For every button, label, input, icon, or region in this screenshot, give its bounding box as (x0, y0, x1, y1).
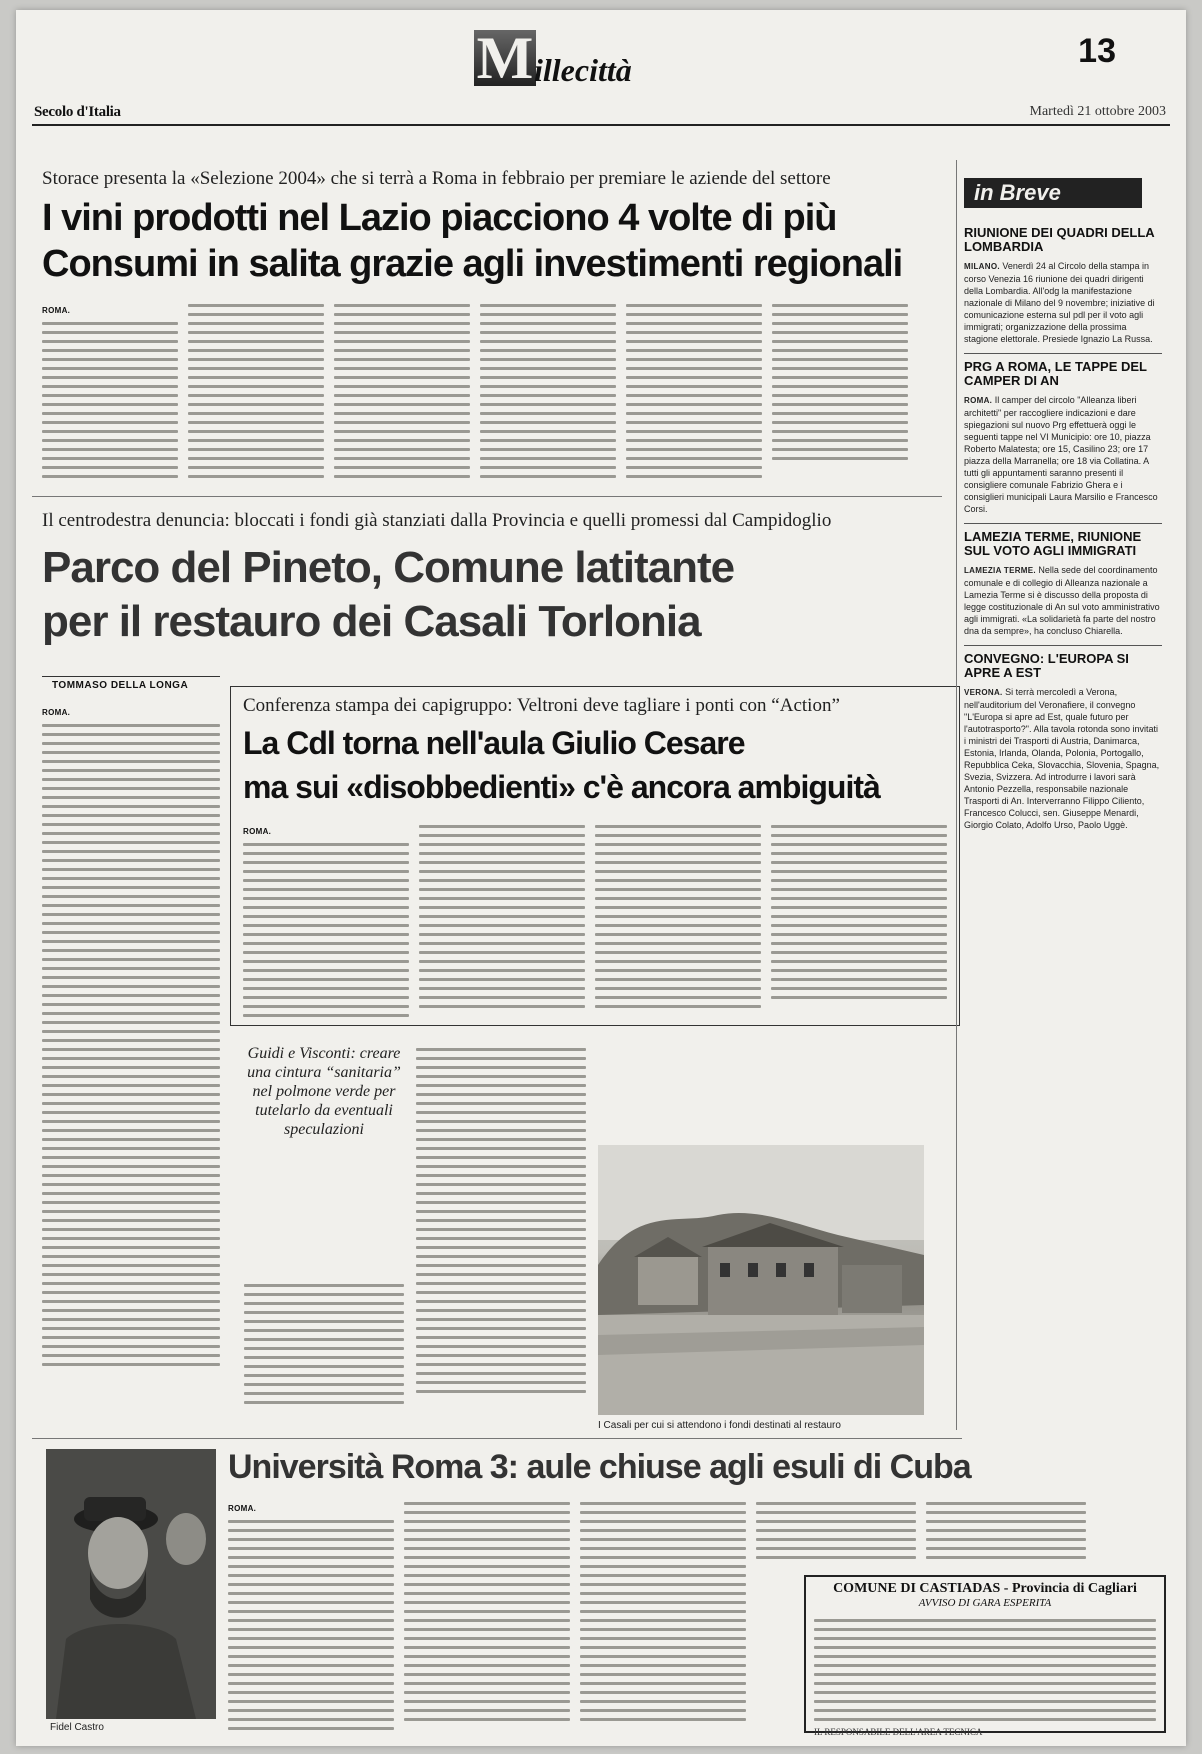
in-brief-badge: in Breve (964, 178, 1142, 208)
brief-item (964, 360, 1162, 515)
section-logo-initial: M (474, 30, 536, 86)
article3-headline-2: ma sui «disobbedienti» c'è ancora ambiguità (243, 769, 880, 805)
brief-item-text: Venerdì 24 al Circolo della stampa in corso Venezia 16 riunione dei quadri dirigenti della Lombardia. All'odg la manifestazione nazionale di Milano del 9 novembre; iniziative di comunicazione esterna sul pdl per il voto agli immigrati; organizzazione della prossima stagione elettorale. Presiede Ignazio La Russa. (964, 261, 1155, 344)
brief-item-title: PRG A ROMA, LE TAPPE DEL CAMPER DI AN (964, 359, 1147, 388)
castro-illustration (46, 1449, 216, 1719)
publication-date: Martedì 21 ottobre 2003 (1029, 104, 1166, 119)
brief-item (964, 530, 1162, 637)
article1-headline-1: I vini prodotti nel Lazio piacciono 4 volte di più (42, 197, 837, 239)
brief-item-title: RIUNIONE DEI QUADRI DELLA LOMBARDIA (964, 225, 1155, 254)
section-logo (474, 25, 724, 91)
article1-dateline: ROMA. (42, 306, 71, 315)
article2-headline-2: per il restauro dei Casali Torlonia (42, 597, 701, 646)
brief-item (964, 652, 1162, 831)
article4-headline: Università Roma 3: aule chiuse agli esuli di Cuba (228, 1448, 971, 1486)
brief-item-title: LAMEZIA TERME, RIUNIONE SUL VOTO AGLI IMMIGRATI (964, 529, 1142, 558)
public-notice-title: COMUNE DI CASTIADAS - Provincia di Cagliari (833, 1581, 1137, 1596)
article3-column-1 (243, 821, 409, 1017)
page-number: 13 (1078, 32, 1116, 70)
article3-column-4 (771, 821, 947, 1007)
masthead-rule (32, 124, 1170, 126)
public-notice-footer: IL RESPONSABILE DELL'AREA TECNICA (814, 1727, 983, 1737)
newspaper-page (16, 10, 1186, 1746)
brief-item-place: ROMA. (964, 396, 993, 405)
news-in-brief-sidebar (964, 178, 1162, 831)
article2-column-3 (416, 1044, 586, 1414)
sidebar-divider (956, 160, 957, 1430)
brief-separator (964, 523, 1162, 524)
article3-kicker: Conferenza stampa dei capigruppo: Veltroni deve tagliare i ponti con “Action” (243, 695, 840, 716)
brief-item-place: LAMEZIA TERME. (964, 566, 1036, 575)
article1-kicker: Storace presenta la «Selezione 2004» che si terrà a Roma in febbraio per premiare le aziende del settore (42, 168, 831, 189)
article2-headline-1: Parco del Pineto, Comune latitante (42, 543, 735, 592)
article4-column-1 (228, 1498, 394, 1730)
article2-dateline: ROMA. (42, 708, 71, 717)
castro-photo (46, 1449, 216, 1719)
byline-rule (42, 676, 220, 677)
article4-column-5 (926, 1498, 1086, 1564)
pull-quote: Guidi e Visconti: creare una cintura “sanitaria” nel polmone verde per tutelarlo da eventuali speculazioni (247, 1045, 401, 1138)
brief-item-body (964, 564, 1162, 637)
article1-column-1 (42, 300, 178, 480)
brief-separator (964, 645, 1162, 646)
casali-caption: I Casali per cui si attendono i fondi destinati al restauro (598, 1420, 841, 1431)
article2-kicker: Il centrodestra denuncia: bloccati i fondi già stanziati dalla Provincia e quelli promessi dal Campidoglio (42, 510, 832, 531)
article3-dateline: ROMA. (243, 827, 272, 836)
article3-column-2 (419, 821, 585, 1017)
article4-dateline: ROMA. (228, 1504, 257, 1513)
casali-photo (598, 1145, 924, 1415)
brief-item-text: Il camper del circolo "Alleanza liberi architetti" per raccogliere indicazioni e dare spiegazioni sul nuovo Prg effettuerà oggi le seguenti tappe nel VI Municipio: ore 10, piazza Roberto Malatesta; ore 15, Casilino 23; ore 17 piazza della Marranella; ore 18 via Collatina. A tutti gli appuntamenti saranno presenti il consigliere comunale Fabrizio Ghera e i consiglieri municipali Laura Marsilio e Francesco Corsi. (964, 395, 1158, 514)
public-notice-body (814, 1615, 1156, 1721)
public-notice-subtitle: AVVISO DI GARA ESPERITA (918, 1597, 1052, 1609)
article1-rule (32, 496, 942, 497)
article1-headline-2: Consumi in salita grazie agli investimenti regionali (42, 243, 903, 285)
article2-column-2 (244, 1280, 404, 1414)
article4-column-3 (580, 1498, 746, 1730)
article3-headline-1: La Cdl torna nell'aula Giulio Cesare (243, 725, 745, 761)
article1-column-6 (772, 300, 908, 468)
section-logo-name: illecittà (534, 52, 632, 88)
brief-item-text: Nella sede del coordinamento comunale e di collegio di Alleanza nazionale a Lamezia Terme si è discusso della proposta di legge costituzionale di An sul voto amministrativo agli immigrati. «La solidarietà fa parte del nostro dna da sempre», ha concluso Chiarella. (964, 565, 1160, 636)
brief-item-text: Si terrà mercoledì a Verona, nell'auditorium del Veronafiere, il convegno "L'Europa si apre ad Est, quale futuro per l'autotrasporto?". Alla tavola rotonda sono invitati i ministri dei Trasporti di Austria, Danimarca, Estonia, Irlanda, Olanda, Polonia, Portogallo, Repubblica Ceka, Slovacchia, Slovenia, Spagna, Svezia, Svizzera. Ad introdurre i lavori sarà Antonio Pezzella, responsabile nazionale Trasporti di An. Interverranno Filippo Ciliento, Francesco Colucci, sen. Giuseppe Menardi, Giorgio Colato, Adolfo Urso, Paolo Uggè. (964, 687, 1160, 830)
article4-column-4 (756, 1498, 916, 1564)
brief-item-title: CONVEGNO: L'EUROPA SI APRE A EST (964, 651, 1129, 680)
brief-item-place: VERONA. (964, 688, 1003, 697)
brief-item-body (964, 260, 1162, 345)
article3-box (230, 686, 960, 1026)
brief-item-place: MILANO. (964, 262, 1000, 271)
article2-column-1 (42, 702, 220, 1414)
article3-column-3 (595, 821, 761, 1017)
article1-column-5 (626, 300, 762, 480)
casali-illustration (598, 1145, 924, 1415)
brief-item-body (964, 686, 1162, 831)
article2-rule (32, 1438, 962, 1439)
brief-separator (964, 353, 1162, 354)
public-notice-box (804, 1575, 1166, 1737)
brief-item-body (964, 394, 1162, 515)
paper-name: Secolo d'Italia (34, 104, 121, 120)
article2-byline: TOMMASO DELLA LONGA (52, 680, 189, 691)
article4-column-2 (404, 1498, 570, 1730)
castro-caption: Fidel Castro (50, 1722, 104, 1733)
article1-column-2 (188, 300, 324, 480)
brief-item (964, 226, 1162, 345)
article1-column-3 (334, 300, 470, 480)
article1-column-4 (480, 300, 616, 480)
